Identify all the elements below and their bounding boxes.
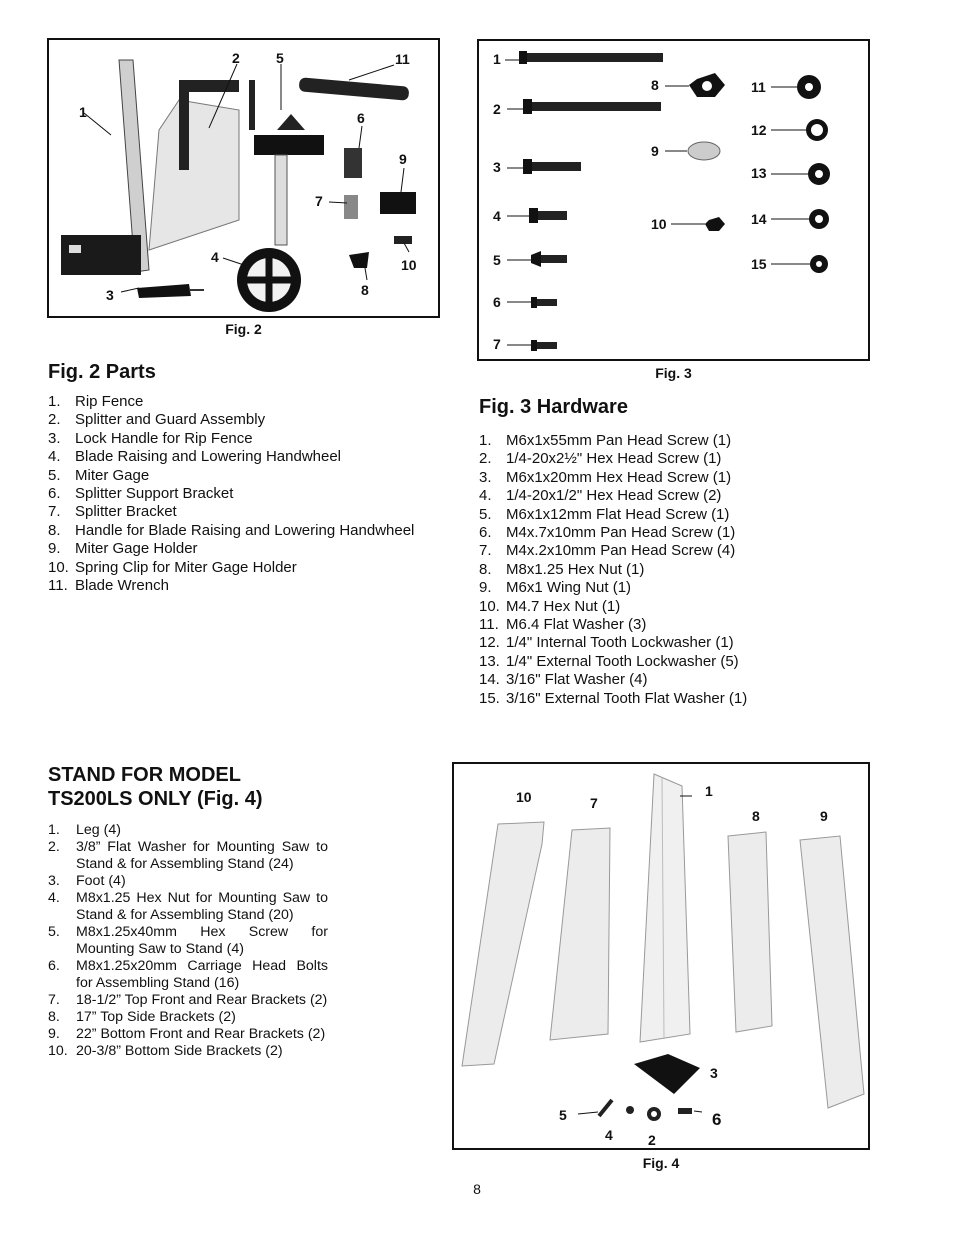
list-item: 1. Leg (4) <box>48 822 121 838</box>
fig3-callout-2: 2 <box>493 101 501 117</box>
list-item: 2. 3/8” Flat Washer for Mounting Saw to Stand & for Assembling Stand (24) <box>48 839 328 872</box>
fig3-callout-14: 14 <box>751 211 767 227</box>
fig3-callout-10: 10 <box>651 216 667 232</box>
fig3-caption: Fig. 3 <box>655 365 692 381</box>
stand-heading-line1: STAND FOR MODEL <box>48 764 241 786</box>
page-number: 8 <box>473 1181 481 1197</box>
fig2-heading: Fig. 2 Parts <box>48 361 156 383</box>
fig3-hardware-illustration <box>479 41 870 361</box>
list-item: 14. 3/16" Flat Washer (4) <box>479 671 648 689</box>
list-item: 2. Splitter and Guard Assembly <box>48 411 266 429</box>
list-item: 8. Handle for Blade Raising and Lowering Handwheel <box>48 521 415 539</box>
fig4-callout-2: 2 <box>648 1132 656 1148</box>
list-item: 2. 1/4-20x2½" Hex Head Screw (1) <box>479 450 722 468</box>
list-item: 7. 18-1/2” Top Front and Rear Brackets (2) <box>48 992 328 1008</box>
list-item: 7. M4x.2x10mm Pan Head Screw (4) <box>479 542 736 560</box>
list-item: 6. Splitter Support Bracket <box>48 485 234 503</box>
fig2-callout-11: 11 <box>395 51 410 67</box>
list-item: 15. 3/16" External Tooth Flat Washer (1) <box>479 689 748 707</box>
list-item: 5. M6x1x12mm Flat Head Screw (1) <box>479 505 730 523</box>
fig4-callout-6: 6 <box>712 1110 722 1129</box>
fig2-photo-frame <box>47 38 440 318</box>
fig4-callout-9: 9 <box>820 808 828 824</box>
fig4-callout-8: 8 <box>752 808 760 824</box>
list-item: 4. M8x1.25 Hex Nut for Mounting Saw to Stand & for Assembling Stand (20) <box>48 890 328 923</box>
list-item: 3. M6x1x20mm Hex Head Screw (1) <box>479 468 732 486</box>
fig2-callout-1: 1 <box>79 104 87 120</box>
fig4-photo-frame <box>452 762 870 1150</box>
list-item: 5. Miter Gage <box>48 466 150 484</box>
fig3-callout-11: 11 <box>751 79 766 95</box>
fig2-callout-5: 5 <box>276 50 284 66</box>
list-item: 5. M8x1.25x40mm Hex Screw for Mounting Saw to Stand (4) <box>48 924 328 957</box>
fig2-parts-illustration <box>49 40 440 318</box>
list-item: 8. 17” Top Side Brackets (2) <box>48 1009 236 1025</box>
fig4-callout-10: 10 <box>516 789 532 805</box>
fig4-callout-7: 7 <box>590 795 598 811</box>
list-item: 10. M4.7 Hex Nut (1) <box>479 597 621 615</box>
list-item: 4. 1/4-20x1/2" Hex Head Screw (2) <box>479 487 722 505</box>
fig2-parts-list <box>48 393 414 595</box>
stand-parts-list <box>48 822 328 1060</box>
stand-heading <box>48 763 263 811</box>
list-item: 6. M4x.7x10mm Pan Head Screw (1) <box>479 524 736 542</box>
fig4-callout-3: 3 <box>710 1065 718 1081</box>
fig4-callout-1: 1 <box>705 783 713 799</box>
fig3-hardware-list <box>479 432 747 708</box>
fig2-callout-9: 9 <box>399 151 407 167</box>
list-item: 9. 22” Bottom Front and Rear Brackets (2) <box>48 1026 326 1042</box>
fig2-callout-4: 4 <box>211 249 219 265</box>
list-item: 1. Rip Fence <box>48 393 144 410</box>
fig3-callout-1: 1 <box>493 51 501 67</box>
fig4-stand-illustration <box>454 764 870 1150</box>
fig2-callout-10: 10 <box>401 257 417 273</box>
list-item: 13. 1/4" External Tooth Lockwasher (5) <box>479 652 739 670</box>
list-item: 4. Blade Raising and Lowering Handwheel <box>48 448 342 466</box>
fig2-callout-3: 3 <box>106 287 114 303</box>
fig2-caption: Fig. 2 <box>225 321 262 337</box>
list-item: 11. Blade Wrench <box>48 577 169 595</box>
stand-heading-line2: TS200LS ONLY (Fig. 4) <box>48 788 263 810</box>
fig2-callout-2: 2 <box>232 50 240 66</box>
fig2-callout-8: 8 <box>361 282 369 298</box>
fig3-callout-8: 8 <box>651 77 659 93</box>
list-item: 12. 1/4" Internal Tooth Lockwasher (1) <box>479 634 734 652</box>
fig4-callout-5: 5 <box>559 1107 567 1123</box>
list-item: 7. Splitter Bracket <box>48 503 177 521</box>
fig3-callout-5: 5 <box>493 252 501 268</box>
fig3-heading: Fig. 3 Hardware <box>479 396 628 418</box>
fig3-callout-4: 4 <box>493 208 501 224</box>
list-item: 9. M6x1 Wing Nut (1) <box>479 579 632 597</box>
fig3-callout-9: 9 <box>651 143 659 159</box>
fig4-callout-4: 4 <box>605 1127 613 1143</box>
list-item: 11. M6.4 Flat Washer (3) <box>479 616 647 634</box>
fig3-callout-6: 6 <box>493 294 501 310</box>
fig2-callout-7: 7 <box>315 193 323 209</box>
list-item: 8. M8x1.25 Hex Nut (1) <box>479 560 645 578</box>
fig3-callout-3: 3 <box>493 159 501 175</box>
fig3-callout-12: 12 <box>751 122 767 138</box>
fig3-callout-13: 13 <box>751 165 767 181</box>
list-item: 10. 20-3/8” Bottom Side Brackets (2) <box>48 1043 283 1059</box>
list-item: 10. Spring Clip for Miter Gage Holder <box>48 558 297 576</box>
list-item: 9. Miter Gage Holder <box>48 540 198 558</box>
fig3-photo-frame <box>477 39 870 361</box>
list-item: 6. M8x1.25x20mm Carriage Head Bolts for Assembling Stand (16) <box>48 958 328 991</box>
list-item: 3. Foot (4) <box>48 873 126 889</box>
fig3-callout-7: 7 <box>493 336 501 352</box>
fig4-caption: Fig. 4 <box>642 1155 680 1171</box>
list-item: 3. Lock Handle for Rip Fence <box>48 429 253 447</box>
fig2-callout-6: 6 <box>357 110 365 126</box>
fig3-callout-15: 15 <box>751 256 767 272</box>
list-item: 1. M6x1x55mm Pan Head Screw (1) <box>479 432 732 449</box>
